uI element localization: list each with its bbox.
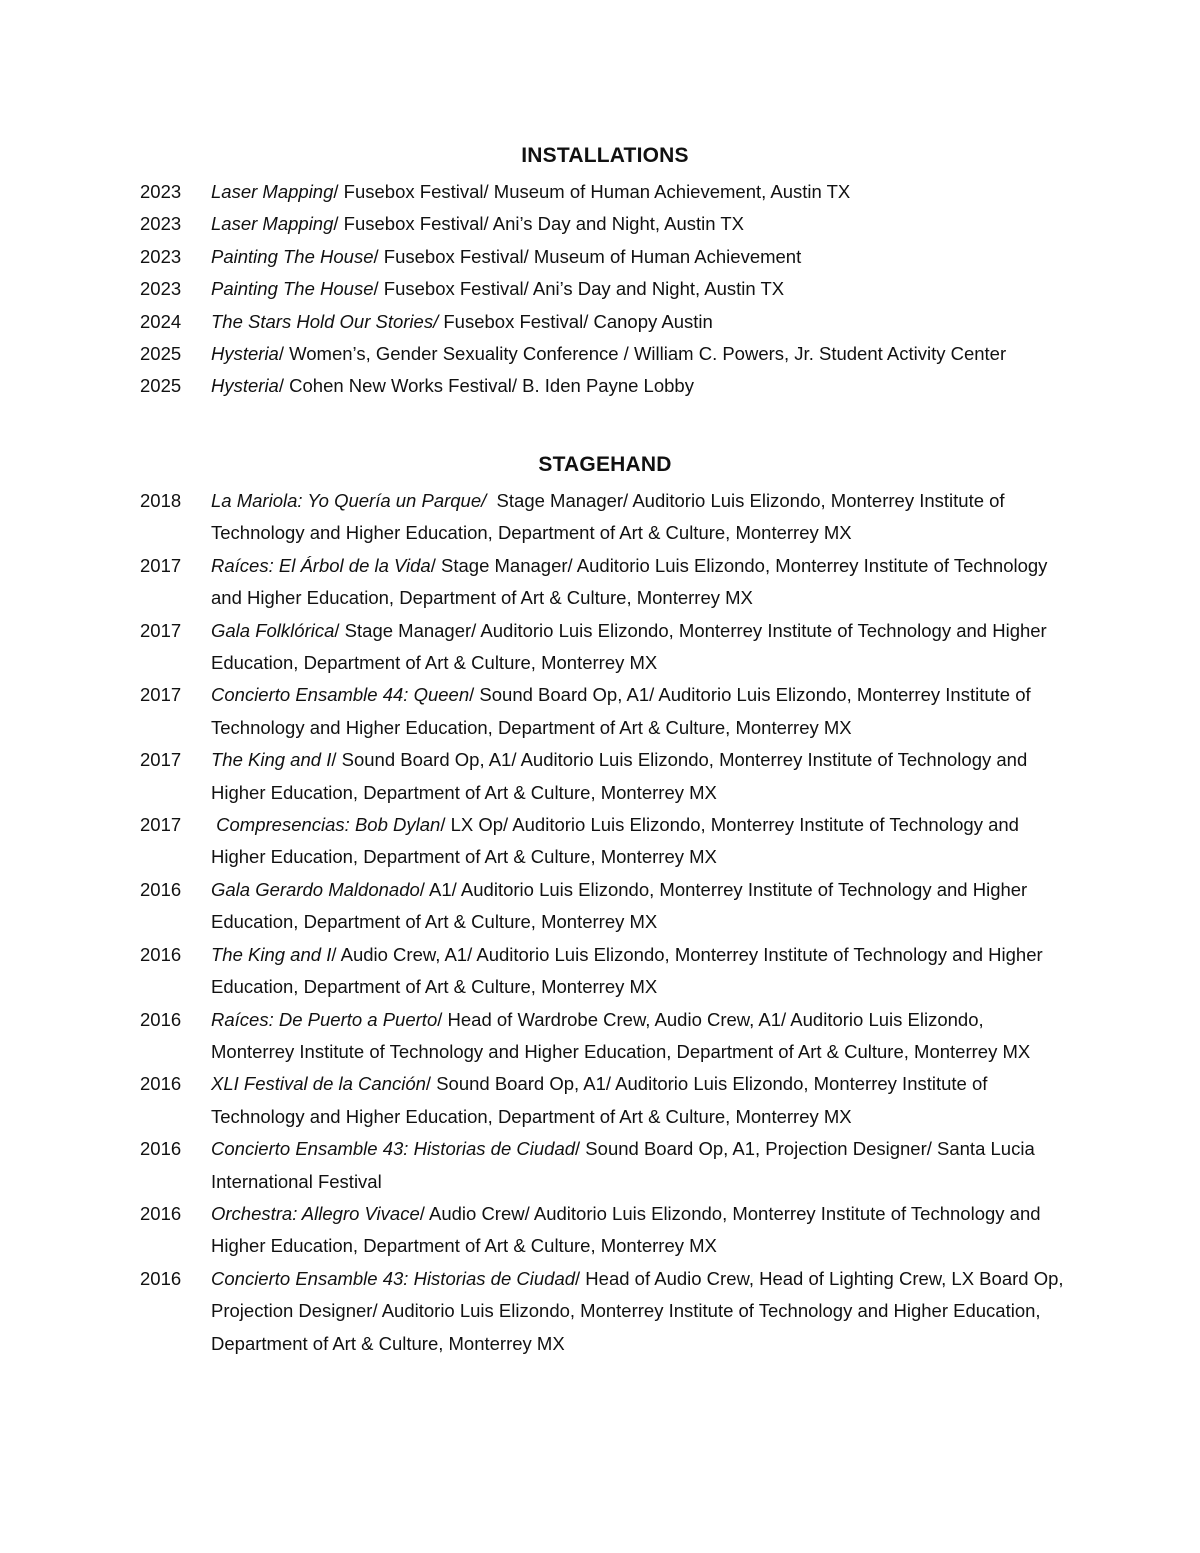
entry-title: Raíces: De Puerto a Puerto	[211, 1008, 438, 1030]
installations-heading: INSTALLATIONS	[521, 144, 689, 167]
entry-title: Concierto Ensamble 44: Queen	[211, 684, 470, 706]
entry-title: Gala Folklórica	[211, 619, 335, 641]
entry-details: / LX Op/ Auditorio Luis Elizondo, Monterrey Institute of Technology and Higher Education, Department of Art & Culture, Monterrey MX	[211, 814, 1025, 868]
entry-details: / Stage Manager/ Auditorio Luis Elizondo, Monterrey Institute of Technology and Higher Education, Department of Art & Culture, Monterrey MX	[211, 619, 1052, 674]
entry-year: 2017	[140, 749, 182, 771]
entry-details: / Fusebox Festival/ Museum of Human Achievement	[373, 245, 802, 267]
entry-details: / Audio Crew/ Auditorio Luis Elizondo, Monterrey Institute of Technology and Higher Education, Department of Art & Culture, Monterrey MX	[211, 1202, 1046, 1257]
entry-description	[211, 273, 1070, 305]
entry-title: Painting The House	[211, 245, 374, 267]
entry-title: Raíces: El Árbol de la Vida	[211, 554, 431, 576]
stagehand-entry	[140, 1133, 1070, 1198]
entry-description	[211, 1198, 1070, 1263]
entry-title: The King and I	[211, 749, 332, 771]
entry-description	[211, 485, 1070, 550]
entry-year: 2016	[140, 1138, 182, 1160]
entry-year: 2016	[140, 1073, 182, 1095]
entry-details: / Sound Board Op, A1/ Auditorio Luis Elizondo, Monterrey Institute of Technology and Higher Education, Department of Art & Culture, Monterrey MX	[211, 684, 1036, 738]
entry-details: / Women’s, Gender Sexuality Conference / William C. Powers, Jr. Student Activity Center	[278, 343, 1007, 365]
entry-details: / Cohen New Works Festival/ B. Iden Payne Lobby	[278, 375, 694, 397]
entry-description	[211, 939, 1070, 1004]
installations-section	[140, 142, 1070, 403]
entry-description	[211, 679, 1070, 744]
stagehand-entry	[140, 1263, 1070, 1360]
installation-entry	[140, 370, 1070, 402]
entry-description	[211, 176, 1070, 208]
entry-description	[211, 1004, 1070, 1069]
stagehand-entry	[140, 744, 1070, 809]
installation-entry	[140, 273, 1070, 305]
entry-title: Gala Gerardo Maldonado	[211, 878, 420, 900]
entry-description	[211, 338, 1070, 370]
stagehand-section	[140, 451, 1070, 1360]
stagehand-entry	[140, 874, 1070, 939]
entry-title: XLI Festival de la Canción	[211, 1073, 426, 1095]
entry-description	[211, 1068, 1070, 1133]
entry-year: 2023	[140, 181, 182, 202]
entry-details: / Sound Board Op, A1/ Auditorio Luis Elizondo, Monterrey Institute of Technology and Higher Education, Department of Art & Culture, Monterrey MX	[211, 749, 1033, 803]
stagehand-entry	[140, 485, 1070, 550]
entry-year: 2017	[140, 684, 182, 706]
entry-year: 2018	[140, 490, 182, 511]
entry-description	[211, 1133, 1070, 1198]
stagehand-entry	[140, 1068, 1070, 1133]
entry-details: / Sound Board Op, A1, Projection Designer/ Santa Lucia International Festival	[211, 1138, 1040, 1192]
entry-description	[211, 1263, 1070, 1360]
installation-entry	[140, 241, 1070, 273]
entry-details: / Fusebox Festival/ Ani’s Day and Night, Austin TX	[333, 213, 745, 235]
entry-details: Fusebox Festival/ Canopy Austin	[438, 310, 713, 332]
entry-details: / Stage Manager/ Auditorio Luis Elizondo, Monterrey Institute of Technology and Higher Education, Department of Art & Culture, Monterrey MX	[211, 554, 1053, 609]
entry-details: / Sound Board Op, A1/ Auditorio Luis Elizondo, Monterrey Institute of Technology and Higher Education, Department of Art & Culture, Monterrey MX	[211, 1073, 993, 1127]
entry-description	[211, 874, 1070, 939]
entry-description	[211, 615, 1070, 680]
entry-description	[211, 208, 1070, 240]
entry-title: Hysteria	[211, 375, 279, 397]
entry-description	[211, 550, 1070, 615]
entry-title: Compresencias: Bob Dylan	[211, 814, 441, 836]
entry-description	[211, 809, 1070, 874]
entry-details: / Head of Audio Crew, Head of Lighting Crew, LX Board Op, Projection Designer/ Auditorio Luis Elizondo, Monterrey Institute of Technology and Higher Education, Department of Art & Culture, Monterrey MX	[211, 1267, 1069, 1354]
entry-details: / A1/ Auditorio Luis Elizondo, Monterrey Institute of Technology and Higher Education, Department of Art & Culture, Monterrey MX	[211, 878, 1033, 933]
stagehand-entry	[140, 679, 1070, 744]
entry-details: / Head of Wardrobe Crew, Audio Crew, A1/ Auditorio Luis Elizondo, Monterrey Institute of Technology and Higher Education, Department of Art & Culture, Monterrey MX	[211, 1008, 1031, 1062]
installation-entry	[140, 306, 1070, 338]
entry-description	[211, 306, 1070, 338]
entry-title: La Mariola: Yo Quería un Parque/	[211, 490, 487, 511]
entry-title: The King and I	[211, 943, 332, 965]
entry-title: Laser Mapping	[211, 181, 334, 202]
entry-year: 2017	[140, 619, 182, 641]
stagehand-entry	[140, 939, 1070, 1004]
entry-details: / Fusebox Festival/ Museum of Human Achievement, Austin TX	[333, 181, 851, 202]
stagehand-entry	[140, 809, 1070, 874]
entry-details: / Fusebox Festival/ Ani’s Day and Night, Austin TX	[373, 278, 785, 300]
installation-entry	[140, 208, 1070, 240]
stagehand-entry	[140, 615, 1070, 680]
stagehand-entry	[140, 1198, 1070, 1263]
entry-year: 2016	[140, 1267, 182, 1289]
entry-title: Concierto Ensamble 43: Historias de Ciudad	[211, 1267, 576, 1289]
entry-year: 2023	[140, 213, 182, 235]
entry-year: 2017	[140, 554, 182, 576]
stagehand-entry	[140, 1004, 1070, 1069]
entry-title: Concierto Ensamble 43: Historias de Ciudad	[211, 1138, 576, 1160]
stagehand-entry	[140, 550, 1070, 615]
entry-year: 2023	[140, 278, 182, 300]
entry-details: / Audio Crew, A1/ Auditorio Luis Elizondo, Monterrey Institute of Technology and Higher Education, Department of Art & Culture, Monterrey MX	[211, 943, 1048, 998]
entry-description	[211, 744, 1070, 809]
entry-year: 2016	[140, 878, 182, 900]
entry-year: 2024	[140, 310, 182, 332]
entry-year: 2016	[140, 943, 182, 965]
entry-year: 2016	[140, 1202, 182, 1224]
stagehand-heading: STAGEHAND	[538, 453, 672, 476]
entry-description	[211, 241, 1070, 273]
entry-year: 2017	[140, 814, 182, 836]
entry-title: Orchestra: Allegro Vivace	[211, 1202, 420, 1224]
entry-year: 2016	[140, 1008, 182, 1030]
entry-title: The Stars Hold Our Stories/	[211, 310, 439, 332]
entry-year: 2025	[140, 343, 182, 365]
installation-entry	[140, 176, 1070, 208]
entry-details: Stage Manager/ Auditorio Luis Elizondo, Monterrey Institute of Technology and Higher Education, Department of Art & Culture, Monterrey MX	[211, 490, 1010, 544]
entry-year: 2023	[140, 245, 182, 267]
entry-title: Laser Mapping	[211, 213, 334, 235]
entry-title: Painting The House	[211, 278, 374, 300]
entry-description	[211, 370, 1070, 402]
entry-title: Hysteria	[211, 343, 279, 365]
entry-year: 2025	[140, 375, 182, 397]
installation-entry	[140, 338, 1070, 370]
